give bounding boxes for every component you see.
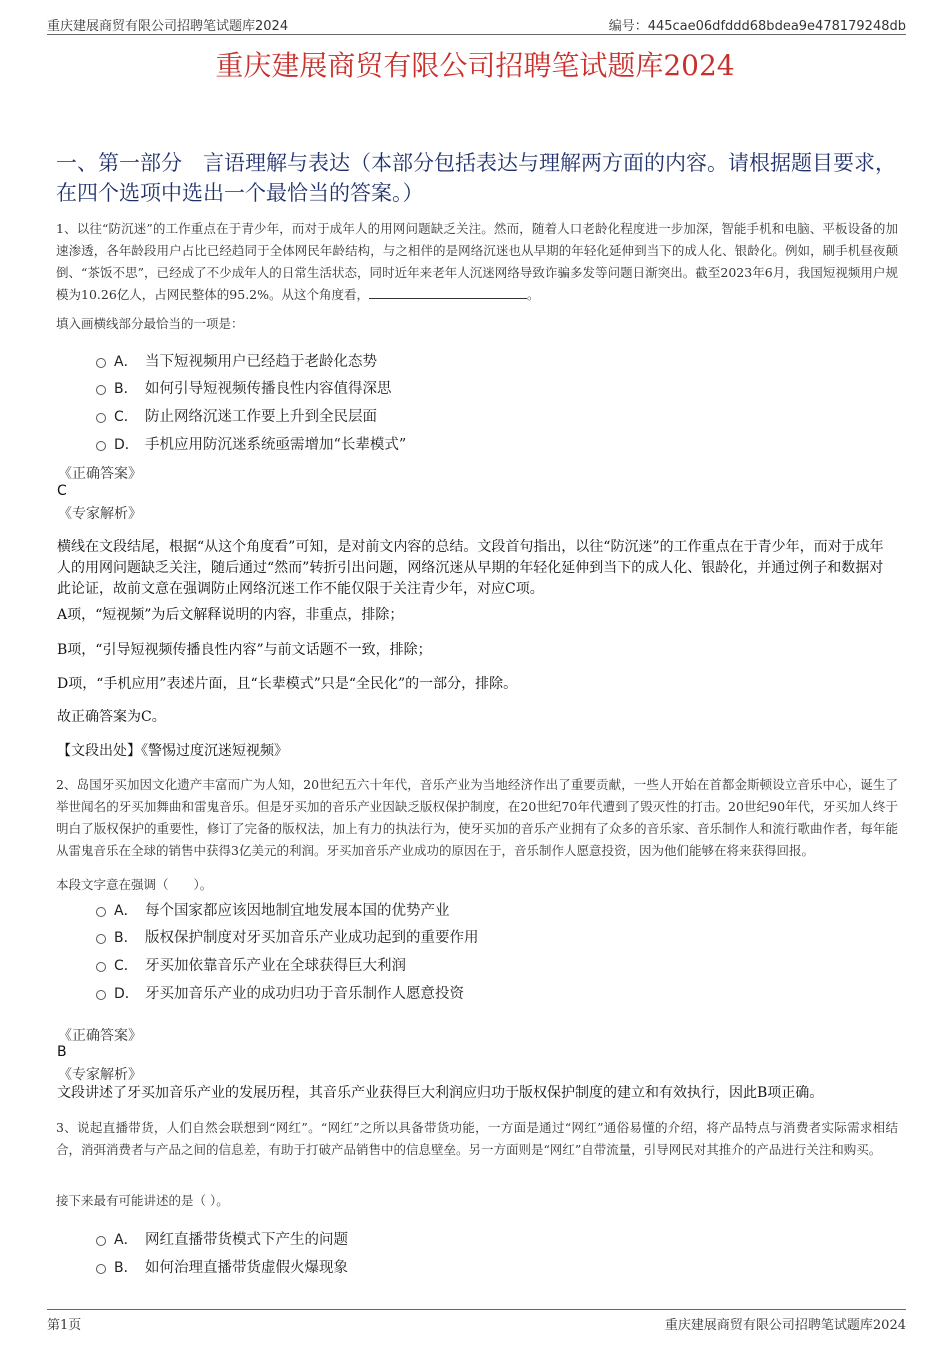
header-left: 重庆建展商贸有限公司招聘笔试题库2024 [47,19,289,34]
q1-option-c[interactable]: C． 防止网络沉迷工作要上升到全民层面 [96,405,377,426]
radio-icon[interactable] [96,413,106,423]
analysis-option-d: D项，“手机应用”表述片面，且“长辈模式”只是“全民化”的一部分，排除。 [57,676,518,692]
q2-option-a[interactable]: A． 每个国家都应该因地制宜地发展本国的优势产业 [96,899,450,920]
question-1-prompt: 填入画横线部分最恰当的一项是： [56,316,244,331]
q2-option-c[interactable]: C． 牙买加依靠音乐产业在全球获得巨大利润 [96,954,406,975]
analysis-conclusion: 故正确答案为C。 [57,709,166,725]
radio-icon[interactable] [96,441,106,451]
question-3-stem: 3、说起直播带货，人们自然会联想到“网红”。“网红”之所以具备带货功能，一方面是通过“网红”通俗易懂的介绍，将产品特点与消费者实际需求相结合，消弭消费者与产品之间的信息差，有助于打破产品销售中的信息壁垒。另一方面则是“网红”自带流量，引导网民对其推介的产品进行关注和购买。 [56,1120,898,1157]
answer-label: 《正确答案》 [58,466,142,482]
document-id: 编号：445cae06dfddd68bdea9e478179248db [608,19,906,34]
q3-option-a[interactable]: A． 网红直播带货模式下产生的问题 [96,1228,348,1249]
header-divider [47,34,906,35]
analysis-text: 文段讲述了牙买加音乐产业的发展历程，其音乐产业获得巨大利润应归功于版权保护制度的建立和有效执行，因此B项正确。 [57,1085,824,1101]
q3-option-b[interactable]: B． 如何治理直播带货虚假火爆现象 [96,1256,348,1277]
question-1-stem: 1、以往“防沉迷”的工作重点在于青少年，而对于成年人的用网问题缺乏关注。然而，随着人口老龄化程度进一步加深，智能手机和电脑、平板设备的加速渗透，各年龄段用户占比已经趋同于全体网民年龄结构，与之相伴的是网络沉迷也从早期的年轻化延伸到当下的成人化、银龄化。例如，刷手机昼夜颠倒、“茶饭不思”，已经成了不少成年人的日常生活状态，同时近年来老年人沉迷网络导致诈骗多发等问题日渐突出。截至2023年6月，我国短视频用户规模为10.26亿人，占网民整体的95.2%。从这个角度看， 。 [56,221,898,302]
radio-icon[interactable] [96,358,106,368]
radio-icon[interactable] [96,1236,106,1246]
answer-blank [369,286,527,299]
analysis-label: 《专家解析》 [58,506,142,522]
analysis-option-b: B项，“引导短视频传播良性内容”与前文话题不一致，排除； [57,642,432,658]
text-source: 【文段出处】《警惕过度沉迷短视频》 [57,743,288,759]
analysis-text: 横线在文段结尾，根据“从这个角度看”可知，是对前文内容的总结。文段首句指出，以往“防沉迷”的工作重点在于青少年，而对于成年人的用网问题缺乏关注，随后通过“然而”转折引出问题，网络沉迷从早期的年轻化延伸到当下的成人化、银龄化，并通过例子和数据对此论证，故前文意在强调防止网络沉迷工作不能仅限于关注青少年，对应C项。 [57,539,884,597]
question-3-prompt: 接下来最有可能讲述的是（ ）。 [56,1193,229,1208]
radio-icon[interactable] [96,934,106,944]
q2-option-d[interactable]: D． 牙买加音乐产业的成功归功于音乐制作人愿意投资 [96,982,464,1003]
answer-label: 《正确答案》 [58,1028,142,1044]
radio-icon[interactable] [96,990,106,1000]
q1-option-d[interactable]: D． 手机应用防沉迷系统亟需增加“长辈模式” [96,433,406,454]
section-heading: 一、第一部分 言语理解与表达（本部分包括表达与理解两方面的内容。请根据题目要求，在四个选项中选出一个最恰当的答案。） [56,151,896,205]
q1-option-a[interactable]: A． 当下短视频用户已经趋于老龄化态势 [96,350,377,371]
correct-answer: B [57,1044,67,1060]
analysis-label: 《专家解析》 [58,1067,142,1083]
page-number: 第1页 [47,1318,82,1333]
question-2-prompt: 本段文字意在强调（ ）。 [56,877,213,892]
radio-icon[interactable] [96,1264,106,1274]
page-title: 重庆建展商贸有限公司招聘笔试题库2024 [215,49,735,82]
q2-option-b[interactable]: B． 版权保护制度对牙买加音乐产业成功起到的重要作用 [96,926,479,947]
q1-option-b[interactable]: B． 如何引导短视频传播良性内容值得深思 [96,377,392,398]
radio-icon[interactable] [96,907,106,917]
analysis-option-a: A项，“短视频”为后文解释说明的内容，非重点，排除； [57,607,404,623]
footer-divider [47,1309,906,1310]
correct-answer: C [57,483,67,499]
radio-icon[interactable] [96,385,106,395]
question-2-stem: 2、岛国牙买加因文化遗产丰富而广为人知，20世纪五六十年代，音乐产业为当地经济作出了重要贡献，一些人开始在首都金斯顿设立音乐中心，诞生了举世闻名的牙买加舞曲和雷鬼音乐。但是牙买加的音乐产业因缺乏版权保护制度，在20世纪70年代遭到了毁灭性的打击。20世纪90年代，牙买加人终于明白了版权保护的重要性，修订了完备的版权法，加上有力的执法行为，使牙买加的音乐产业拥有了众多的音乐家、音乐制作人和流行歌曲作者，每年能从雷鬼音乐在全球的销售中获得3亿美元的利润。牙买加音乐产业成功的原因在于，音乐制作人愿意投资，因为他们能够在将来获得回报。 [56,777,898,858]
footer-title: 重庆建展商贸有限公司招聘笔试题库2024 [664,1318,906,1333]
radio-icon[interactable] [96,962,106,972]
